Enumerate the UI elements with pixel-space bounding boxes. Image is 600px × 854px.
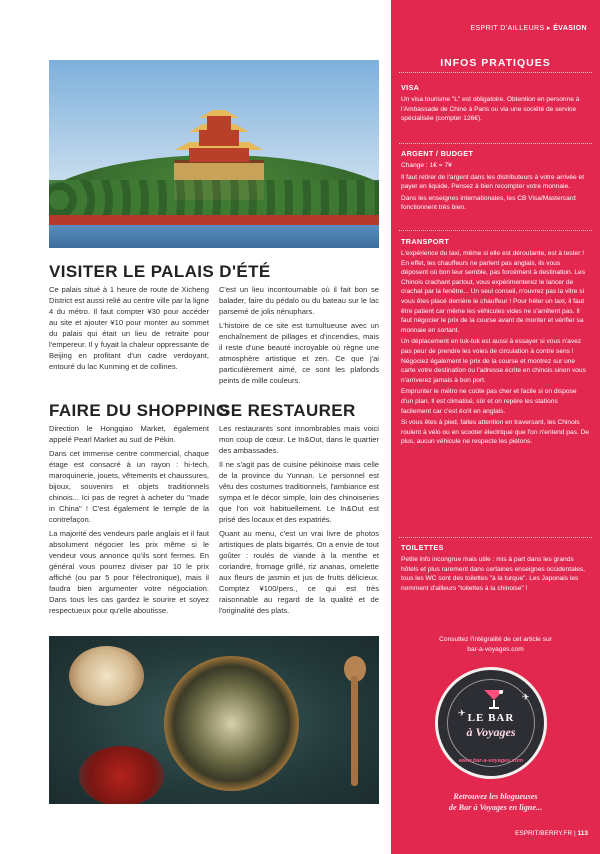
text-palais-col1 bbox=[49, 284, 209, 375]
hero-photo-summer-palace bbox=[49, 60, 379, 248]
page-number: 113 bbox=[577, 830, 588, 837]
info-text: Change : 1€ = 7¥ bbox=[401, 162, 452, 169]
info-toilettes bbox=[401, 543, 589, 595]
consult-link[interactable]: bar-a-voyages.com bbox=[467, 645, 524, 653]
info-heading: TOILETTES bbox=[401, 543, 444, 552]
text-palais-col2 bbox=[219, 284, 379, 389]
logo-url: www.bar-a-voyages.com bbox=[458, 758, 524, 764]
paragraph: La majorité des vendeurs parle anglais et il faut absolument négocier les prix même si le vendeur vous annonce qu'ils sont fermes. En général vous pourrez diviser par 10 le prix affiché (ou par 5 pour l'électronique), mais il faudra bien argumenter votre négociation. Dans tous les cas gardez le sourire et soyez respectueux pour qu'elle aboutisse. bbox=[49, 529, 209, 615]
page-folio bbox=[515, 830, 588, 837]
text-restaurer bbox=[219, 423, 379, 619]
info-heading: ARGENT / BUDGET bbox=[401, 149, 474, 158]
info-text: Un visa tourisme "L" est obligatoire. Obtention en personne à l'Ambassade de Chine à Paris ou via une société de service spécialisée (compter 126€). bbox=[401, 96, 580, 123]
sidebar-title: INFOS PRATIQUES bbox=[440, 57, 551, 69]
folio-site: ESPRIT/BERRY.FR bbox=[514, 830, 573, 837]
paragraph: Dans cet immense centre commercial, chaque étage est consacré à un rayon : hi-tech, maroquinerie, jouets, vêtements et chaussures, bijoux, souvenirs et objets traditionnels chinois... Ici pas de regret à acheter du "made in China" ! C'est également le temple de la contrefaçon. bbox=[49, 449, 209, 524]
paragraph: L'histoire de ce site est tumultueuse avec un enchaînement de pillages et d'incendies, mais il reste d'une beauté incroyable où règne une atmosphère artistique et zen. Ce que j'ai particulièrement aimé, ce sont les plafonds peints de mille couleurs. bbox=[219, 321, 379, 385]
section-title-palais: VISITER LE PALAIS D'ÉTÉ bbox=[49, 262, 271, 281]
info-text: Il faut retirer de l'argent dans les distributeurs à votre arrivée et payer en liquide. Pensez à bien recompter votre monnaie. bbox=[401, 173, 585, 191]
divider bbox=[399, 537, 592, 538]
info-text: L'expérience du taxi, même si elle est déroutante, est à tester ! En effet, les chauffeurs ne parlent pas anglais, ils vous déposent où bon leur semble, pas forcément à destination. Les Chinois crachant partout, vous expérimenterez le lancer de crachat par la fenêtre... Un seul conseil, n'ouvrez pas la vitre si vous êtes placé derrière le chauffeur ! Pour héler un taxi, il faut être patient car même les véhicules vides ne s'arrêtent pas. Il faut négocier le prix de la course avant de monter et vérifier sa monnaie en sortant. bbox=[401, 250, 586, 334]
text-shopping bbox=[49, 423, 209, 619]
rubric-header bbox=[470, 24, 587, 32]
paragraph: Direction le Hongqiao Market, également appelé Pearl Market au sud de Pékin. bbox=[49, 424, 209, 444]
paragraph: Ce palais situé à 1 heure de route de Xicheng District est aussi relié au centre ville par la ligne 4 du métro. Il faut compter ¥30 pour accéder au site et ajouter ¥10 pour monter au sommet du palais qui était un lieu de retraite pour l'empereur. Il y fuyait la chaleur oppressante de Beijing en profitant d'un cadre verdoyant, entouré du lac Kunming et de collines. bbox=[49, 285, 209, 371]
consult-note bbox=[391, 635, 600, 654]
paragraph: Quant au menu, c'est un vrai livre de photos artistiques de plats bigarrés. On a envie de tout goûter : roulés de viande à la menthe et coriandre, fromage grillé, riz ananas, omelette aux fleurs de jasmin et jus de fruits délicieux. Comptez ¥100/pers., ce qui est très raisonnable au regard de la qualité et de l'originalité des plats. bbox=[219, 529, 379, 615]
info-visa bbox=[401, 83, 589, 126]
divider bbox=[399, 143, 592, 144]
section-title-restaurer: SE RESTAURER bbox=[219, 401, 356, 420]
paragraph: Les restaurants sont innombrables mais voici mon coup de cœur. Le In&Out, dans le quartier des ambassades. bbox=[219, 424, 379, 455]
divider bbox=[399, 230, 592, 231]
info-heading: TRANSPORT bbox=[401, 237, 450, 246]
paragraph: C'est un lieu incontournable où il fait bon se balader, faire du pédalo ou du bateau sur le lac parsemé de jolis nénuphars. bbox=[219, 285, 379, 316]
info-argent bbox=[401, 149, 589, 215]
info-text: Petite info incongrue mais utile : mis à part dans les grands hôtels et plus rarement dans certaines enseignes occidentales, tous les WC sont des toilettes "à la turque". Les Japonais les nomment d'ailleurs "toilettes à la chinoise" ! bbox=[401, 556, 586, 592]
rubric-arrow-icon: ▸ bbox=[546, 25, 551, 32]
tagline bbox=[391, 791, 600, 813]
divider bbox=[399, 72, 592, 73]
cocktail-glass-icon bbox=[482, 688, 506, 710]
folio-separator: | bbox=[572, 830, 578, 837]
tagline-line: de Bar à Voyages en ligne... bbox=[448, 803, 543, 812]
plane-icon: ✈ bbox=[458, 708, 466, 718]
info-text: Dans les enseignes internationales, les CB Visa/Mastercard fonctionnent très bien. bbox=[401, 194, 576, 212]
section-title-shopping: FAIRE DU SHOPPING bbox=[49, 401, 230, 420]
info-heading: VISA bbox=[401, 83, 420, 92]
rubric-section: ESPRIT D'AILLEURS bbox=[470, 25, 545, 32]
info-text: Un déplacement en tuk-tuk est aussi à essayer si vous n'avez pas peur de prendre les voies de circulation à contre sens ! Négociez également le prix de la course et montrez sur une carte votre destination ou l'adresse écrite en chinois sinon vous n'arriverez jamais à bon port. bbox=[401, 338, 586, 384]
logo-line1: LE BAR bbox=[467, 712, 515, 724]
bar-a-voyages-logo bbox=[435, 667, 547, 779]
infos-pratiques-sidebar bbox=[391, 0, 600, 854]
paragraph: Il ne s'agit pas de cuisine pékinoise mais celle de la province du Yunnan. Le personnel est vêtu des costumes traditionnels, l'ambiance est sympa et le décor simple, loin des chinoiseries que l'on voit habituellement. Le In&Out est prisé des locaux et des expatriés. bbox=[219, 460, 379, 524]
logo-line2: à Voyages bbox=[466, 725, 516, 739]
info-text: Si vous êtes à pied, faites attention en traversant, les Chinois roulent à vélo ou en scooter électrique que l'on n'entend pas. De plus, aucun véhicule ne respecte les piétons. bbox=[401, 419, 590, 446]
food-photo bbox=[49, 636, 379, 804]
info-text: Emprunter le métro ne coûte pas cher et facile si on dispose d'un plan. Il est climatisé, sûr et on repère les stations facilement car c'est écrit en anglais. bbox=[401, 388, 577, 415]
consult-text: Consultez l'intégralité de cet article sur bbox=[439, 636, 552, 643]
rubric-topic: ÉVASION bbox=[553, 25, 587, 32]
plane-icon: ✈ bbox=[522, 692, 530, 702]
tagline-line: Retrouvez les blogueuses bbox=[453, 792, 538, 801]
info-transport bbox=[401, 237, 589, 449]
